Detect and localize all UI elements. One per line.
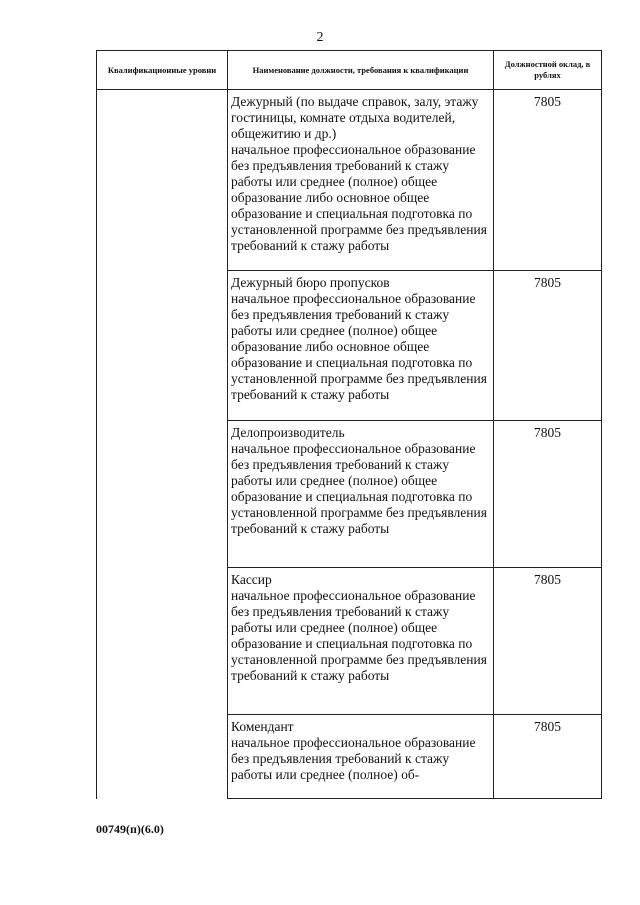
position-cell (228, 715, 494, 799)
position-title: Делопроизводитель (231, 425, 345, 440)
position-cell (228, 421, 494, 568)
page-number: 2 (316, 30, 324, 45)
table-row (97, 90, 602, 271)
salary-cell: 7805 (494, 90, 602, 271)
header-levels: Квалификационные уровни (97, 51, 228, 90)
position-requirements: начальное профессиональное образование без предъявления требований к стажу работы или среднее (полное) общее образование либо основное общее образование и специальная подготовка по установленной программе без предъявления требований к стажу работы (231, 291, 487, 402)
salary-cell: 7805 (494, 715, 602, 799)
salary-cell: 7805 (494, 568, 602, 715)
salary-cell: 7805 (494, 421, 602, 568)
position-title: Комендант (231, 719, 294, 734)
salary-cell: 7805 (494, 271, 602, 421)
position-requirements: начальное профессиональное образование без предъявления требований к стажу работы или среднее (полное) общее образование либо основное общее образование и специальная подготовка по установленной программе без предъявления требований к стажу работы (231, 142, 487, 253)
qualification-level-cell (97, 90, 228, 799)
position-title: Дежурный бюро пропусков (231, 275, 390, 290)
position-cell (228, 568, 494, 715)
position-title: Дежурный (по выдаче справок, залу, этажу гостиницы, комнате отдыха водителей, общежитию и др.) (231, 94, 479, 141)
position-requirements: начальное профессиональное образование без предъявления требований к стажу работы или среднее (полное) об- (231, 735, 476, 782)
document-code: 00749(п)(6.0) (96, 822, 164, 836)
position-cell (228, 271, 494, 421)
position-title: Кассир (231, 572, 272, 587)
header-position: Наименование должности, требования к квалификации (228, 51, 494, 90)
table-header-row (97, 51, 602, 90)
header-salary: Должностной оклад, в рублях (494, 51, 602, 90)
qualification-table (96, 50, 602, 799)
position-requirements: начальное профессиональное образование без предъявления требований к стажу работы или среднее (полное) общее образование и специальная подготовка по установленной программе без предъявления требований к стажу работы (231, 588, 487, 683)
position-requirements: начальное профессиональное образование без предъявления требований к стажу работы или среднее (полное) общее образование и специальная подготовка по установленной программе без предъявления требований к стажу работы (231, 441, 487, 536)
position-cell (228, 90, 494, 271)
